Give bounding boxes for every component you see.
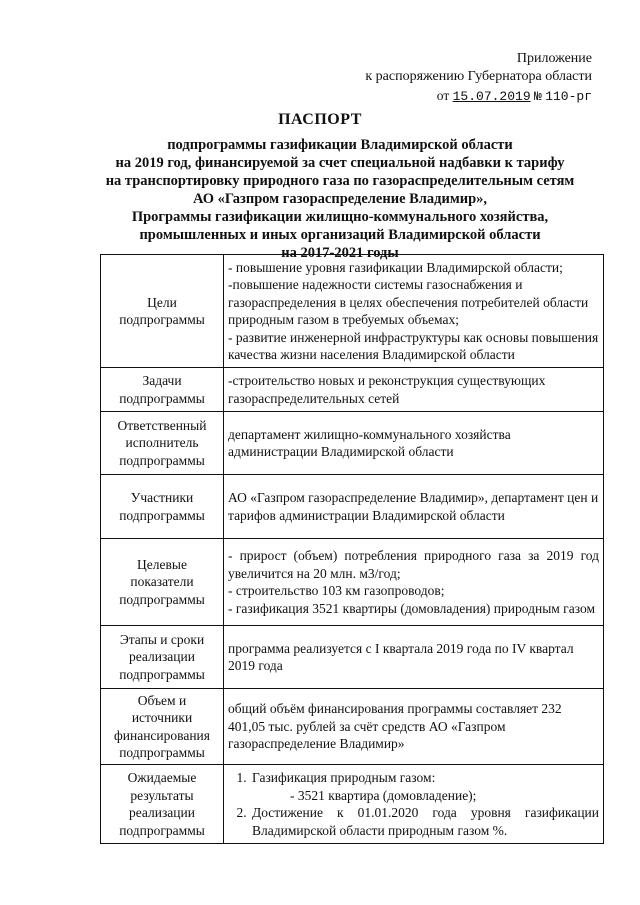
row-value bbox=[224, 539, 604, 626]
row-value bbox=[224, 765, 604, 844]
value-line: программа реализуется с I квартала 2019 года по IV квартал 2019 года bbox=[228, 640, 574, 673]
order-date: 15.07.2019 bbox=[452, 89, 531, 104]
document-title: ПАСПОРТ bbox=[278, 111, 362, 128]
row-value bbox=[224, 368, 604, 412]
label-line: источники bbox=[131, 710, 193, 725]
value-line: - строительство 103 км газопроводов; bbox=[228, 583, 445, 598]
subtitle-line: на 2017-2021 годы bbox=[281, 245, 399, 261]
label-line: результаты bbox=[130, 787, 194, 803]
row-label bbox=[101, 255, 224, 368]
label-line: показатели bbox=[130, 574, 194, 590]
label-line: Цели bbox=[147, 294, 177, 310]
label-line: Участники bbox=[130, 490, 194, 505]
label-line: подпрограммы bbox=[119, 507, 205, 523]
row-label bbox=[101, 689, 224, 765]
label-line: Задачи bbox=[142, 373, 182, 388]
number-sign: № bbox=[534, 89, 542, 104]
row-label bbox=[101, 539, 224, 626]
order-reference: к распоряжению Губернатора области bbox=[365, 69, 592, 84]
list-item bbox=[250, 769, 599, 804]
table-row bbox=[101, 539, 604, 626]
table-row bbox=[101, 255, 604, 368]
results-list bbox=[228, 769, 599, 839]
row-label bbox=[101, 765, 224, 844]
value-line: - прирост (объем) потребления природного газа за 2019 год увеличится на 20 млн. м3/год; bbox=[228, 548, 599, 581]
label-line: реализации bbox=[129, 805, 195, 820]
label-line: подпрограммы bbox=[119, 452, 205, 468]
subtitle-line: на транспортировку природного газа по газораспределительным сетям bbox=[105, 173, 575, 189]
passport-table bbox=[100, 254, 604, 844]
order-date-number bbox=[437, 87, 592, 106]
table-row bbox=[101, 765, 604, 844]
value-line: -повышение надежности системы газоснабжения и газораспределения в целях обеспечения потребителей области природным газом в требуемых объемах; bbox=[228, 277, 589, 327]
label-line: финансирования bbox=[114, 727, 210, 743]
value-line: - газификация 3521 квартиры (домовладения) природным газом bbox=[228, 600, 595, 616]
label-line: реализации bbox=[129, 649, 195, 665]
value-line: АО «Газпром газораспределение Владимир», департамент цен и тарифов администрации Владимирской области bbox=[228, 490, 599, 523]
label-line: Объем и bbox=[137, 692, 187, 708]
subtitle-line: подпрограммы газификации Владимирской области bbox=[167, 137, 513, 153]
list-subitem: - 3521 квартира (домовладение); bbox=[290, 787, 477, 803]
subtitle-line: Программы газификации жилищно-коммунального хозяйства, bbox=[131, 209, 549, 225]
list-item-text: Газификация природным газом: bbox=[252, 770, 436, 785]
value-line: - развитие инженерной инфраструктуры как основы повышения качества жизни населения Владимирской области bbox=[228, 329, 599, 362]
value-line: департамент жилищно-коммунального хозяйства администрации Владимирской области bbox=[228, 426, 511, 459]
subtitle-line: АО «Газпром газораспределение Владимир», bbox=[192, 191, 488, 207]
table-row bbox=[101, 412, 604, 475]
row-label bbox=[101, 368, 224, 412]
table-row bbox=[101, 689, 604, 765]
row-label bbox=[101, 412, 224, 475]
label-line: подпрограммы bbox=[119, 591, 205, 607]
label-line: подпрограммы bbox=[119, 390, 205, 406]
row-value bbox=[224, 475, 604, 539]
label-line: Ожидаемые bbox=[127, 770, 197, 785]
row-label bbox=[101, 475, 224, 539]
document-subtitle bbox=[80, 136, 600, 262]
label-line: подпрограммы bbox=[119, 666, 205, 682]
label-line: подпрограммы bbox=[119, 312, 205, 327]
date-prefix: от bbox=[436, 88, 450, 103]
label-line: Ответственный bbox=[117, 417, 207, 433]
list-item-text: Достижение к 01.01.2020 года уровня газификации Владимирской области природным газом %. bbox=[252, 805, 599, 838]
row-value bbox=[224, 412, 604, 475]
label-line: подпрограммы bbox=[119, 745, 205, 760]
label-line: исполнитель bbox=[125, 435, 199, 451]
table-row bbox=[101, 368, 604, 412]
order-number: 110-рг bbox=[545, 89, 592, 104]
row-value bbox=[224, 689, 604, 765]
row-value bbox=[224, 626, 604, 689]
row-value bbox=[224, 255, 604, 368]
table-row bbox=[101, 475, 604, 539]
appendix-label: Приложение bbox=[516, 51, 592, 66]
subtitle-line: на 2019 год, финансируемой за счет специальной надбавки к тарифу bbox=[115, 155, 565, 171]
row-label bbox=[101, 626, 224, 689]
list-item bbox=[250, 804, 599, 839]
subtitle-line: промышленных и иных организаций Владимирской области bbox=[139, 227, 541, 243]
table-row bbox=[101, 626, 604, 689]
label-line: Целевые bbox=[137, 556, 187, 572]
value-line: - повышение уровня газификации Владимирской области; bbox=[228, 259, 563, 275]
label-line: подпрограммы bbox=[119, 822, 205, 838]
value-line: -строительство новых и реконструкция существующих газораспределительных сетей bbox=[228, 373, 546, 406]
label-line: Этапы и сроки bbox=[119, 631, 205, 647]
value-line: общий объём финансирования программы составляет 232 401,05 тыс. рублей за счёт средств АО «Газпром газораспределение Владимир» bbox=[228, 701, 562, 752]
